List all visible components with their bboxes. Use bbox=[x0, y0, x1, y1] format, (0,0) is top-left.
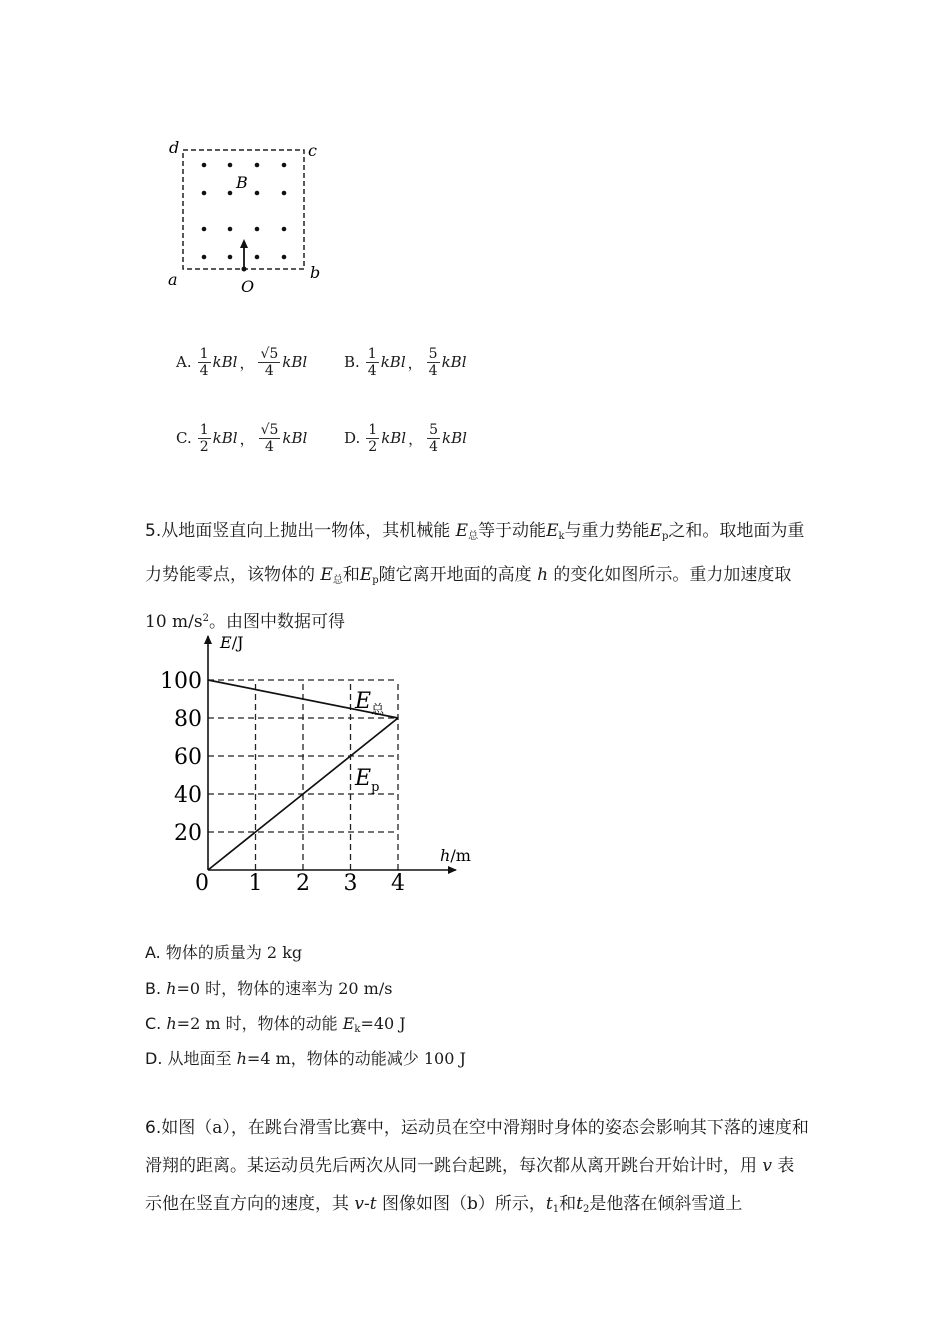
fraction: $\frac{1}{4}$ bbox=[367, 345, 377, 379]
q5-option-b[interactable]: B. h=0 时，物体的速率为 20 m/s bbox=[145, 979, 393, 998]
field-dot bbox=[228, 255, 233, 260]
corner-d-label: d bbox=[169, 138, 180, 157]
field-dot bbox=[202, 227, 207, 232]
q4-magnetic-field-figure bbox=[160, 135, 330, 300]
q4-option-c[interactable] bbox=[176, 418, 309, 458]
y-tick-label: 100 bbox=[160, 669, 202, 694]
q5-option-c[interactable]: C. h=2 m 时，物体的动能 $E_k=40$ J bbox=[145, 1014, 406, 1035]
fraction: $\frac{√5}{4}$ bbox=[260, 421, 279, 455]
x-tick-label: 1 bbox=[248, 871, 263, 896]
x-axis-label: h/m bbox=[440, 846, 471, 865]
fraction: $\frac{5}{4}$ bbox=[429, 421, 439, 455]
field-dot bbox=[282, 227, 287, 232]
unit-kbl: kBl bbox=[282, 429, 308, 447]
q5-energy-height-chart bbox=[150, 628, 480, 900]
field-dot bbox=[255, 191, 260, 196]
fraction: $\frac{1}{4}$ bbox=[199, 345, 209, 379]
q5-option-a[interactable]: A. 物体的质量为 2 kg bbox=[145, 943, 303, 962]
y-axis-label: E/J bbox=[220, 633, 244, 652]
q4-option-b[interactable] bbox=[344, 342, 469, 382]
option-letter: D. bbox=[145, 1049, 163, 1068]
fraction: $\frac{1}{2}$ bbox=[368, 421, 378, 455]
y-tick-label: 40 bbox=[174, 783, 202, 808]
series-label-0: $E_总$ bbox=[355, 689, 385, 718]
origin-point bbox=[242, 267, 247, 272]
x-tick-label: 0 bbox=[195, 871, 209, 896]
unit-kbl: kBl bbox=[442, 429, 467, 447]
x-tick-label: 4 bbox=[391, 871, 405, 896]
corner-b-label: b bbox=[310, 263, 321, 282]
separator: ， bbox=[239, 353, 255, 372]
y-tick-label: 80 bbox=[174, 707, 202, 732]
fraction: $\frac{5}{4}$ bbox=[428, 345, 438, 379]
corner-c-label: c bbox=[308, 141, 317, 160]
origin-label-O: O bbox=[241, 277, 255, 296]
corner-a-label: a bbox=[168, 270, 178, 289]
y-tick-label: 20 bbox=[174, 821, 202, 846]
option-letter: D. bbox=[344, 429, 361, 447]
field-dot bbox=[202, 255, 207, 260]
q5-stem: 5.从地面竖直向上抛出一物体，其机械能 $E_总$等于动能$E_k$与重力势能$E_p$之和。取地面为重力势能零点，该物体的 $E_总$和$E_p$随它离开地面的高度 h 的变化如图所示。重力加速度取 10 $m/s^2$。由图中数据可得 bbox=[145, 521, 805, 632]
option-letter: C. bbox=[145, 1014, 162, 1033]
field-dot bbox=[282, 255, 287, 260]
field-label-B: B bbox=[236, 173, 248, 192]
separator: ， bbox=[407, 353, 423, 372]
q4-option-a[interactable] bbox=[176, 342, 309, 382]
field-dot bbox=[228, 163, 233, 168]
q6-stem: 6.如图（a），在跳台滑雪比赛中，运动员在空中滑翔时身体的姿态会影响其下落的速度和滑翔的距离。某运动员先后两次从同一跳台起跳，每次都从离开跳台开始计时，用 v 表示他在竖直方向的速度，其 v-t 图像如图（b）所示，$t_1$和$t_2$是他落在倾斜雪道上 bbox=[145, 1118, 809, 1215]
separator: ， bbox=[239, 429, 255, 448]
field-dot bbox=[228, 191, 233, 196]
field-dot bbox=[255, 227, 260, 232]
option-letter: B. bbox=[344, 353, 360, 371]
field-dot bbox=[282, 163, 287, 168]
unit-kbl: kBl bbox=[380, 353, 406, 371]
unit-kbl: kBl bbox=[212, 429, 238, 447]
field-dot bbox=[202, 163, 207, 168]
y-tick-label: 60 bbox=[174, 745, 202, 770]
field-dot bbox=[282, 191, 287, 196]
question-number: 6. bbox=[145, 1118, 162, 1138]
unit-kbl: kBl bbox=[381, 429, 407, 447]
q5-option-d[interactable]: D. 从地面至 h=4 m，物体的动能减少 100 J bbox=[145, 1049, 466, 1068]
x-tick-label: 2 bbox=[296, 871, 310, 896]
question-number: 5. bbox=[145, 521, 162, 541]
unit-kbl: kBl bbox=[212, 353, 238, 371]
field-dot bbox=[202, 191, 207, 196]
unit-kbl: kBl bbox=[441, 353, 467, 371]
x-tick-label: 3 bbox=[343, 871, 358, 896]
option-letter: A. bbox=[145, 943, 161, 962]
separator: ， bbox=[408, 429, 424, 448]
velocity-arrowhead bbox=[240, 239, 248, 248]
field-dot bbox=[228, 227, 233, 232]
field-dot bbox=[255, 255, 260, 260]
series-label-1: $E_p$ bbox=[355, 766, 380, 795]
fraction: $\frac{√5}{4}$ bbox=[260, 345, 279, 379]
fraction: $\frac{1}{2}$ bbox=[199, 421, 209, 455]
option-letter: C. bbox=[176, 429, 192, 447]
option-letter: A. bbox=[176, 353, 192, 371]
field-dot bbox=[255, 163, 260, 168]
unit-kbl: kBl bbox=[282, 353, 308, 371]
option-letter: B. bbox=[145, 979, 162, 998]
q4-option-d[interactable] bbox=[344, 418, 469, 458]
